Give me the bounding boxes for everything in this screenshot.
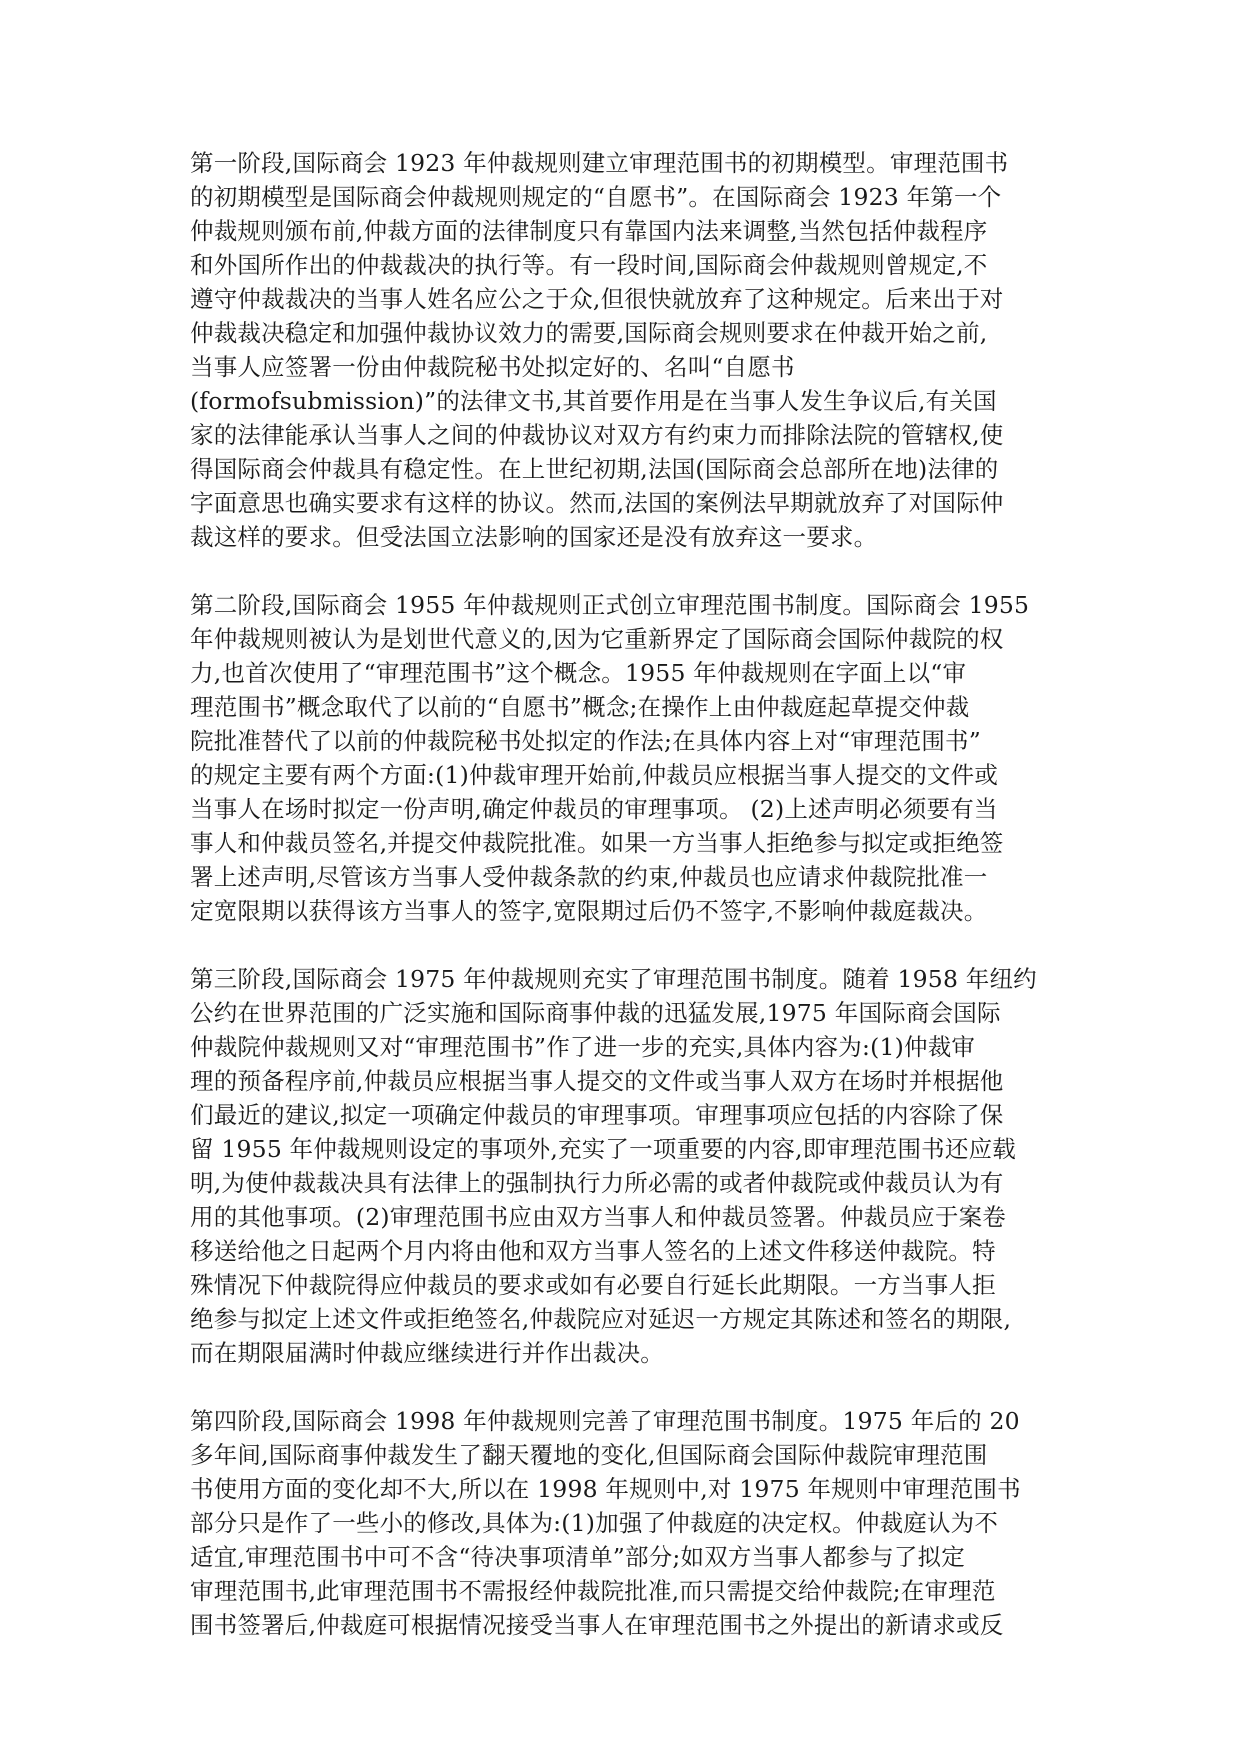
paragraph-spacer [190,554,1052,588]
text-line: 第一阶段,国际商会 1923 年仲裁规则建立审理范围书的初期模型。审理范围书 [190,149,1009,177]
text-line: 字面意思也确实要求有这样的协议。然而,法国的案例法早期就放弃了对国际仲 [190,489,1004,517]
paragraph-stage-two [190,588,1052,928]
text-line: 当事人应签署一份由仲裁院秘书处拟定好的、名叫“自愿书 [190,353,795,381]
paragraph-stage-three [190,962,1052,1370]
text-line: 仲裁裁决稳定和加强仲裁协议效力的需要,国际商会规则要求在仲裁开始之前, [190,319,988,347]
text-line: 定宽限期以获得该方当事人的签字,宽限期过后仍不签字,不影响仲裁庭裁决。 [190,897,988,925]
text-line: 仲裁规则颁布前,仲裁方面的法律制度只有靠国内法来调整,当然包括仲裁程序 [190,217,988,245]
text-line: 留 1955 年仲裁规则设定的事项外,充实了一项重要的内容,即审理范围书还应载 [190,1135,1016,1163]
text-line: 殊情况下仲裁院得应仲裁员的要求或如有必要自行延长此期限。一方当事人拒 [190,1271,996,1299]
text-line: 家的法律能承认当事人之间的仲裁协议对双方有约束力而排除法院的管辖权,使 [190,421,1004,449]
text-line: 第二阶段,国际商会 1955 年仲裁规则正式创立审理范围书制度。国际商会 1955 [190,591,1030,619]
paragraph-spacer [190,928,1052,962]
text-line: 绝参与拟定上述文件或拒绝签名,仲裁院应对延迟一方规定其陈述和签名的期限, [190,1305,1012,1333]
text-line: 多年间,国际商事仲裁发生了翻天覆地的变化,但国际商会国际仲裁院审理范围 [190,1441,988,1469]
text-line: 围书签署后,仲裁庭可根据情况接受当事人在审理范围书之外提出的新请求或反 [190,1611,1004,1639]
text-line: 明,为使仲裁裁决具有法律上的强制执行力所必需的或者仲裁院或仲裁员认为有 [190,1169,1004,1197]
text-line: 公约在世界范围的广泛实施和国际商事仲裁的迅猛发展,1975 年国际商会国际 [190,999,1001,1027]
text-line: 而在期限届满时仲裁应继续进行并作出裁决。 [190,1339,664,1367]
text-line: 署上述声明,尽管该方当事人受仲裁条款的约束,仲裁员也应请求仲裁院批准一 [190,863,988,891]
text-line: 适宜,审理范围书中可不含“待决事项清单”部分;如双方当事人都参与了拟定 [190,1543,965,1571]
text-line: 和外国所作出的仲裁裁决的执行等。有一段时间,国际商会仲裁规则曾规定,不 [190,251,988,279]
text-line: 院批准替代了以前的仲裁院秘书处拟定的作法;在具体内容上对“审理范围书” [190,727,981,755]
text-line: 裁这样的要求。但受法国立法影响的国家还是没有放弃这一要求。 [190,523,878,551]
text-line: 第三阶段,国际商会 1975 年仲裁规则充实了审理范围书制度。随着 1958 年纽约 [190,965,1037,993]
text-line: 用的其他事项。(2)审理范围书应由双方当事人和仲裁员签署。仲裁员应于案卷 [190,1203,1006,1231]
paragraph-stage-four [190,1404,1052,1642]
text-line: 的初期模型是国际商会仲裁规则规定的“自愿书”。在国际商会 1923 年第一个 [190,183,1002,211]
text-line: 仲裁院仲裁规则又对“审理范围书”作了进一步的充实,具体内容为:(1)仲裁审 [190,1033,976,1061]
text-line: 部分只是作了一些小的修改,具体为:(1)加强了仲裁庭的决定权。仲裁庭认为不 [190,1509,999,1537]
text-line: (formofsubmission)”的法律文书,其首要作用是在当事人发生争议后,有关国 [190,387,997,415]
text-line: 书使用方面的变化却不大,所以在 1998 年规则中,对 1975 年规则中审理范围书 [190,1475,1021,1503]
text-line: 遵守仲裁裁决的当事人姓名应公之于众,但很快就放弃了这种规定。后来出于对 [190,285,1004,313]
text-line: 们最近的建议,拟定一项确定仲裁员的审理事项。审理事项应包括的内容除了保 [190,1101,1004,1129]
text-line: 移送给他之日起两个月内将由他和双方当事人签名的上述文件移送仲裁院。特 [190,1237,996,1265]
text-line: 的规定主要有两个方面:(1)仲裁审理开始前,仲裁员应根据当事人提交的文件或 [190,761,999,789]
text-line: 当事人在场时拟定一份声明,确定仲裁员的审理事项。 (2)上述声明必须要有当 [190,795,998,823]
text-line: 事人和仲裁员签名,并提交仲裁院批准。如果一方当事人拒绝参与拟定或拒绝签 [190,829,1004,857]
text-line: 第四阶段,国际商会 1998 年仲裁规则完善了审理范围书制度。1975 年后的 20 [190,1407,1020,1435]
paragraph-stage-one [190,146,1052,554]
text-line: 得国际商会仲裁具有稳定性。在上世纪初期,法国(国际商会总部所在地)法律的 [190,455,999,483]
text-line: 理的预备程序前,仲裁员应根据当事人提交的文件或当事人双方在场时并根据他 [190,1067,1004,1095]
text-line: 理范围书”概念取代了以前的“自愿书”概念;在操作上由仲裁庭起草提交仲裁 [190,693,970,721]
text-line: 年仲裁规则被认为是划世代意义的,因为它重新界定了国际商会国际仲裁院的权 [190,625,1004,653]
paragraph-spacer [190,1370,1052,1404]
text-line: 审理范围书,此审理范围书不需报经仲裁院批准,而只需提交给仲裁院;在审理范 [190,1577,996,1605]
text-line: 力,也首次使用了“审理范围书”这个概念。1955 年仲裁规则在字面上以“审 [190,659,967,687]
document-body [190,146,1052,1642]
